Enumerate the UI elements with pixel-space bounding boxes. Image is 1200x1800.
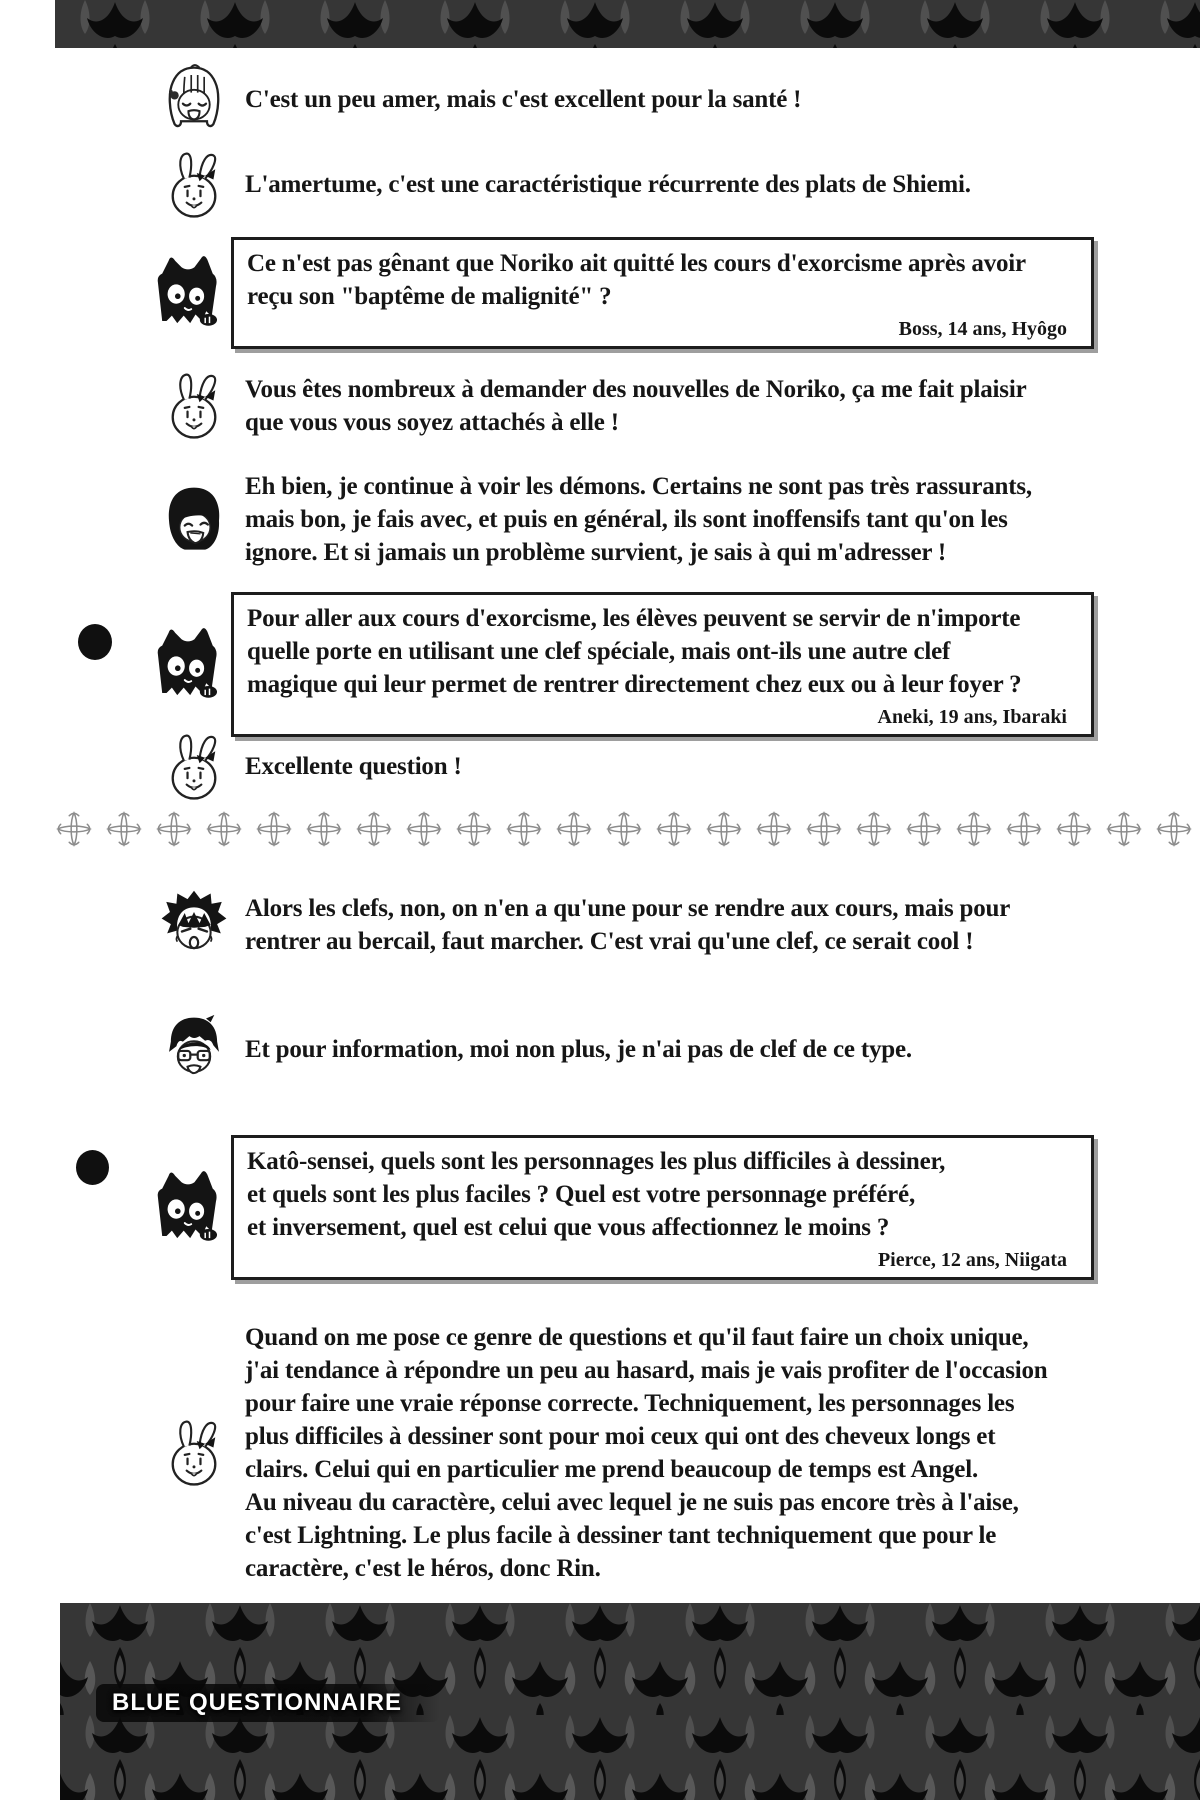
dialogue-line: j'ai tendance à répondre un peu au hasard, mais je vais profiter de l'occasion: [245, 1357, 1048, 1384]
cross-ornament-divider: [55, 810, 1200, 850]
question-bullet-marker: [78, 624, 112, 660]
damask-pattern-band-top: [55, 0, 1200, 48]
avatar-rabbit-author-icon: [145, 369, 245, 443]
qa-entry: [145, 237, 1200, 349]
qa-entry: [145, 83, 1200, 116]
qa-entry: [145, 373, 1200, 439]
question-bullet-marker: [76, 1150, 109, 1185]
page-title: BLUE QUESTIONNAIRE: [96, 1684, 440, 1722]
qa-entry: [145, 470, 1200, 569]
question-attribution: Boss, 14 ans, Hyôgo: [898, 318, 1067, 340]
dialogue-line: c'est Lightning. Le plus facile à dessiner tant techniquement que pour le: [245, 1522, 997, 1549]
avatar-kuro-icon: [145, 619, 245, 711]
question-line: quelle porte en utilisant une clef spéciale, mais ont-ils une autre clef: [247, 638, 951, 665]
dialogue-line: clairs. Celui qui en particulier me prend beaucoup de temps est Angel.: [245, 1456, 978, 1483]
qa-entry: [145, 168, 1200, 201]
qa-entry: [145, 592, 1200, 737]
qa-entry: [145, 892, 1200, 958]
avatar-rin-icon: [145, 888, 245, 962]
reader-question-box: [231, 1135, 1094, 1280]
dialogue-line: caractère, c'est le héros, donc Rin.: [245, 1555, 601, 1582]
question-line: Katô-sensei, quels sont les personnages les plus difficiles à dessiner,: [247, 1148, 946, 1175]
dialogue-line: Eh bien, je continue à voir les démons. Certains ne sont pas très rassurants,: [245, 473, 1032, 500]
question-line: Ce n'est pas gênant que Noriko ait quitté les cours d'exorcisme après avoir: [247, 250, 1026, 277]
question-attribution: Aneki, 19 ans, Ibaraki: [877, 706, 1067, 728]
avatar-shiemi-icon: [145, 63, 245, 137]
qa-entry: [145, 750, 1200, 783]
avatar-yukio-icon: [145, 1013, 245, 1087]
avatar-kuro-icon: [145, 247, 245, 339]
question-line: reçu son "baptême de malignité" ?: [247, 283, 612, 310]
avatar-noriko-icon: [145, 483, 245, 557]
dialogue-line: plus difficiles à dessiner sont pour moi ceux qui ont des cheveux longs et: [245, 1423, 996, 1450]
avatar-rabbit-author-icon: [145, 730, 245, 804]
question-attribution: Pierce, 12 ans, Niigata: [877, 1249, 1067, 1271]
cross-ornament-icon: [58, 813, 90, 845]
qa-entry: [145, 1033, 1200, 1066]
avatar-rabbit-author-icon: [145, 1416, 245, 1490]
dialogue-line: Excellente question !: [245, 753, 462, 780]
avatar-rabbit-author-icon: [145, 148, 245, 222]
question-line: Pour aller aux cours d'exorcisme, les élèves peuvent se servir de n'importe: [247, 605, 1021, 632]
dialogue-line: Au niveau du caractère, celui avec lequel je ne suis pas encore très à l'aise,: [245, 1489, 1019, 1516]
dialogue-line: Et pour information, moi non plus, je n'ai pas de clef de ce type.: [245, 1036, 912, 1063]
question-line: et quels sont les plus faciles ? Quel est votre personnage préféré,: [247, 1181, 915, 1208]
dialogue-line: Vous êtes nombreux à demander des nouvelles de Noriko, ça me fait plaisir: [245, 376, 1027, 403]
qa-entry: [145, 1135, 1200, 1280]
dialogue-line: Quand on me pose ce genre de questions et qu'il faut faire un choix unique,: [245, 1324, 1029, 1351]
dialogue-line: rentrer au bercail, faut marcher. C'est vrai qu'une clef, ce serait cool !: [245, 928, 974, 955]
dialogue-line: pour faire une vraie réponse correcte. Techniquement, les personnages les: [245, 1390, 1015, 1417]
dialogue-line: ignore. Et si jamais un problème survient, je sais à qui m'adresser !: [245, 539, 947, 566]
dialogue-line: C'est un peu amer, mais c'est excellent pour la santé !: [245, 86, 802, 113]
dialogue-line: que vous vous soyez attachés à elle !: [245, 409, 619, 436]
dialogue-line: Alors les clefs, non, on n'en a qu'une pour se rendre aux cours, mais pour: [245, 895, 1011, 922]
qa-entry: [145, 1321, 1200, 1585]
dialogue-line: L'amertume, c'est une caractéristique récurrente des plats de Shiemi.: [245, 171, 971, 198]
dialogue-line: mais bon, je fais avec, et puis en général, ils sont inoffensifs tant qu'on les: [245, 506, 1008, 533]
reader-question-box: [231, 592, 1094, 737]
reader-question-box: [231, 237, 1094, 349]
avatar-kuro-icon: [145, 1162, 245, 1254]
question-line: et inversement, quel est celui que vous affectionnez le moins ?: [247, 1214, 890, 1241]
question-line: magique qui leur permet de rentrer directement chez eux ou à leur foyer ?: [247, 671, 1022, 698]
